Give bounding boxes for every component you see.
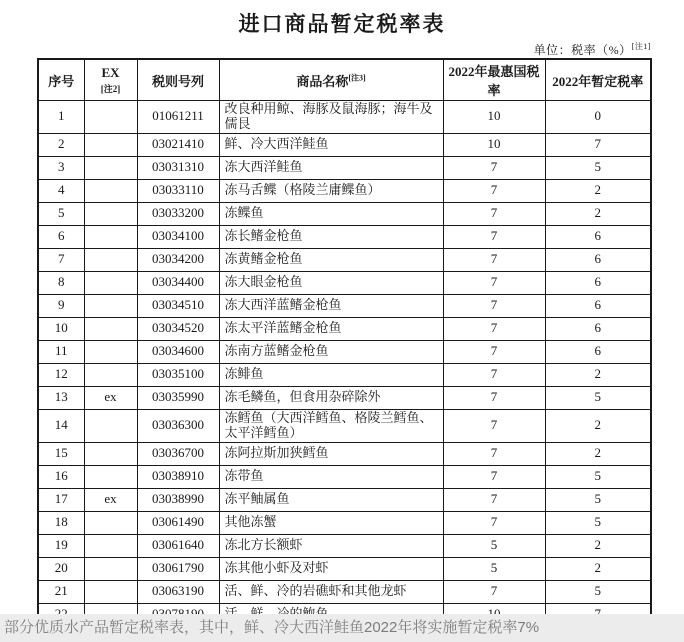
cell-provisional-rate: 2: [545, 179, 651, 202]
table-row: [38, 133, 651, 156]
cell-mfn-rate: 7: [443, 179, 545, 202]
cell-index: 20: [38, 557, 84, 580]
cell-tariff-number: 03061790: [137, 557, 219, 580]
cell-product-name: 冻马舌鲽（格陵兰庸鲽鱼）: [219, 179, 443, 202]
header-tariff-number: 税则号列: [137, 59, 219, 101]
cell-ex: [84, 248, 137, 271]
cell-mfn-rate: 7: [443, 442, 545, 465]
cell-ex: [84, 202, 137, 225]
cell-provisional-rate: 2: [545, 202, 651, 225]
cell-mfn-rate: 7: [443, 363, 545, 386]
cell-mfn-rate: 7: [443, 202, 545, 225]
table-row: [38, 442, 651, 465]
cell-ex: [84, 557, 137, 580]
cell-index: 13: [38, 386, 84, 409]
cell-ex: [84, 156, 137, 179]
cell-mfn-rate: 7: [443, 465, 545, 488]
cell-tariff-number: 03035100: [137, 363, 219, 386]
cell-product-name: 冻鳕鱼（大西洋鳕鱼、格陵兰鳕鱼、太平洋鳕鱼）: [219, 409, 443, 442]
cell-product-name: 冻太平洋蓝鳍金枪鱼: [219, 317, 443, 340]
cell-provisional-rate: 6: [545, 248, 651, 271]
table-row: [38, 465, 651, 488]
cell-ex: [84, 179, 137, 202]
cell-product-name: 冻北方长额虾: [219, 534, 443, 557]
header-product-name-superscript: [注3]: [348, 73, 366, 83]
cell-tariff-number: 03038910: [137, 465, 219, 488]
cell-provisional-rate: 2: [545, 409, 651, 442]
unit-note-superscript: [注1]: [631, 42, 651, 51]
cell-provisional-rate: 6: [545, 225, 651, 248]
cell-mfn-rate: 7: [443, 248, 545, 271]
cell-tariff-number: 03038990: [137, 488, 219, 511]
table-row: [38, 225, 651, 248]
cell-index: 18: [38, 511, 84, 534]
cell-provisional-rate: 5: [545, 488, 651, 511]
table-header: [38, 59, 651, 101]
cell-tariff-number: 03033110: [137, 179, 219, 202]
cell-mfn-rate: 5: [443, 534, 545, 557]
cell-mfn-rate: 7: [443, 271, 545, 294]
cell-product-name: 冻南方蓝鳍金枪鱼: [219, 340, 443, 363]
cell-product-name: 冻大眼金枪鱼: [219, 271, 443, 294]
table-row: [38, 580, 651, 603]
cell-index: 14: [38, 409, 84, 442]
cell-product-name: 鲜、冷大西洋鲑鱼: [219, 133, 443, 156]
cell-tariff-number: 03034100: [137, 225, 219, 248]
header-provisional-rate: 2022年暂定税率: [545, 59, 651, 101]
cell-mfn-rate: 7: [443, 317, 545, 340]
header-index: 序号: [38, 59, 84, 101]
table-row: [38, 409, 651, 442]
cell-index: 3: [38, 156, 84, 179]
header-product-name: [219, 59, 443, 101]
cell-provisional-rate: 2: [545, 363, 651, 386]
cell-tariff-number: 03021410: [137, 133, 219, 156]
cell-ex: ex: [84, 488, 137, 511]
cell-tariff-number: 03063190: [137, 580, 219, 603]
cell-product-name: 冻鲱鱼: [219, 363, 443, 386]
cell-mfn-rate: 7: [443, 386, 545, 409]
table-row: [38, 202, 651, 225]
cell-tariff-number: 03061490: [137, 511, 219, 534]
cell-tariff-number: 03033200: [137, 202, 219, 225]
cell-index: 10: [38, 317, 84, 340]
cell-mfn-rate: 7: [443, 156, 545, 179]
cell-mfn-rate: 7: [443, 409, 545, 442]
cell-provisional-rate: 5: [545, 156, 651, 179]
cell-provisional-rate: 2: [545, 557, 651, 580]
cell-index: 21: [38, 580, 84, 603]
cell-product-name: 冻大西洋蓝鳍金枪鱼: [219, 294, 443, 317]
cell-index: 19: [38, 534, 84, 557]
caption-bar: [0, 614, 684, 642]
cell-mfn-rate: 7: [443, 488, 545, 511]
header-mfn-rate: 2022年最惠国税率: [443, 59, 545, 101]
header-ex-note: [注2]: [100, 84, 121, 94]
cell-product-name: 冻毛鳞鱼，但食用杂碎除外: [219, 386, 443, 409]
page-title: 进口商品暂定税率表: [238, 12, 446, 36]
cell-product-name: 冻鲽鱼: [219, 202, 443, 225]
cell-mfn-rate: 7: [443, 580, 545, 603]
table-row: [38, 340, 651, 363]
cell-mfn-rate: 7: [443, 225, 545, 248]
cell-ex: [84, 580, 137, 603]
cell-tariff-number: 03034520: [137, 317, 219, 340]
unit-note-text: 单位：税率（%）: [533, 43, 632, 57]
cell-provisional-rate: 5: [545, 386, 651, 409]
cell-tariff-number: 03035990: [137, 386, 219, 409]
cell-mfn-rate: 7: [443, 511, 545, 534]
cell-provisional-rate: 6: [545, 271, 651, 294]
cell-ex: [84, 511, 137, 534]
cell-provisional-rate: 6: [545, 340, 651, 363]
header-ex-label: EX: [101, 65, 120, 80]
cell-ex: [84, 409, 137, 442]
header-ex: [84, 59, 137, 101]
cell-mfn-rate: 5: [443, 557, 545, 580]
table-row: [38, 101, 651, 134]
cell-provisional-rate: 6: [545, 317, 651, 340]
cell-tariff-number: 03034600: [137, 340, 219, 363]
cell-tariff-number: 03034400: [137, 271, 219, 294]
table-row: [38, 294, 651, 317]
cell-index: 9: [38, 294, 84, 317]
table-row: [38, 534, 651, 557]
cell-mfn-rate: 7: [443, 340, 545, 363]
cell-tariff-number: 03036300: [137, 409, 219, 442]
tariff-rate-table: [37, 58, 652, 627]
unit-note: [534, 41, 651, 58]
cell-product-name: 冻大西洋鲑鱼: [219, 156, 443, 179]
cell-product-name: 冻带鱼: [219, 465, 443, 488]
cell-product-name: 活、鲜、冷的岩礁虾和其他龙虾: [219, 580, 443, 603]
cell-product-name: 改良种用鲸、海豚及鼠海豚；海牛及儒艮: [219, 101, 443, 134]
cell-index: 4: [38, 179, 84, 202]
cell-index: 6: [38, 225, 84, 248]
cell-ex: [84, 101, 137, 134]
table-row: [38, 557, 651, 580]
cell-ex: [84, 294, 137, 317]
cell-product-name: 冻其他小虾及对虾: [219, 557, 443, 580]
table-body: [38, 101, 651, 627]
cell-ex: [84, 271, 137, 294]
cell-provisional-rate: 0: [545, 101, 651, 134]
cell-provisional-rate: 2: [545, 534, 651, 557]
table-row: [38, 248, 651, 271]
cell-ex: [84, 225, 137, 248]
cell-ex: [84, 340, 137, 363]
table-row: [38, 488, 651, 511]
cell-ex: ex: [84, 386, 137, 409]
table-row: [38, 363, 651, 386]
cell-mfn-rate: 7: [443, 294, 545, 317]
cell-tariff-number: 03034200: [137, 248, 219, 271]
cell-ex: [84, 465, 137, 488]
table-row: [38, 156, 651, 179]
cell-index: 5: [38, 202, 84, 225]
cell-index: 16: [38, 465, 84, 488]
table-row: [38, 317, 651, 340]
cell-index: 2: [38, 133, 84, 156]
cell-product-name: 其他冻蟹: [219, 511, 443, 534]
cell-ex: [84, 317, 137, 340]
cell-index: 8: [38, 271, 84, 294]
cell-index: 11: [38, 340, 84, 363]
cell-index: 15: [38, 442, 84, 465]
cell-provisional-rate: 5: [545, 511, 651, 534]
cell-product-name: 冻黄鳍金枪鱼: [219, 248, 443, 271]
cell-mfn-rate: 10: [443, 101, 545, 134]
cell-mfn-rate: 10: [443, 133, 545, 156]
cell-ex: [84, 133, 137, 156]
cell-ex: [84, 534, 137, 557]
caption-text: 部分优质水产品暂定税率表，其中，鲜、冷大西洋鲑鱼2022年将实施暂定税率7%: [4, 619, 540, 636]
cell-provisional-rate: 2: [545, 442, 651, 465]
header-row: [38, 59, 651, 101]
cell-ex: [84, 363, 137, 386]
cell-tariff-number: 03031310: [137, 156, 219, 179]
cell-tariff-number: 03036700: [137, 442, 219, 465]
table-row: [38, 179, 651, 202]
cell-index: 12: [38, 363, 84, 386]
table-row: [38, 271, 651, 294]
cell-product-name: 冻长鳍金枪鱼: [219, 225, 443, 248]
cell-index: 7: [38, 248, 84, 271]
cell-provisional-rate: 5: [545, 580, 651, 603]
header-product-name-text: 商品名称: [296, 73, 349, 89]
table-row: [38, 511, 651, 534]
cell-product-name: 冻阿拉斯加狭鳕鱼: [219, 442, 443, 465]
cell-provisional-rate: 7: [545, 133, 651, 156]
table-row: [38, 386, 651, 409]
cell-index: 17: [38, 488, 84, 511]
cell-tariff-number: 03061640: [137, 534, 219, 557]
cell-provisional-rate: 5: [545, 465, 651, 488]
cell-tariff-number: 03034510: [137, 294, 219, 317]
cell-product-name: 冻平鲉属鱼: [219, 488, 443, 511]
cell-provisional-rate: 6: [545, 294, 651, 317]
cell-ex: [84, 442, 137, 465]
cell-index: 1: [38, 101, 84, 134]
cell-tariff-number: 01061211: [137, 101, 219, 134]
